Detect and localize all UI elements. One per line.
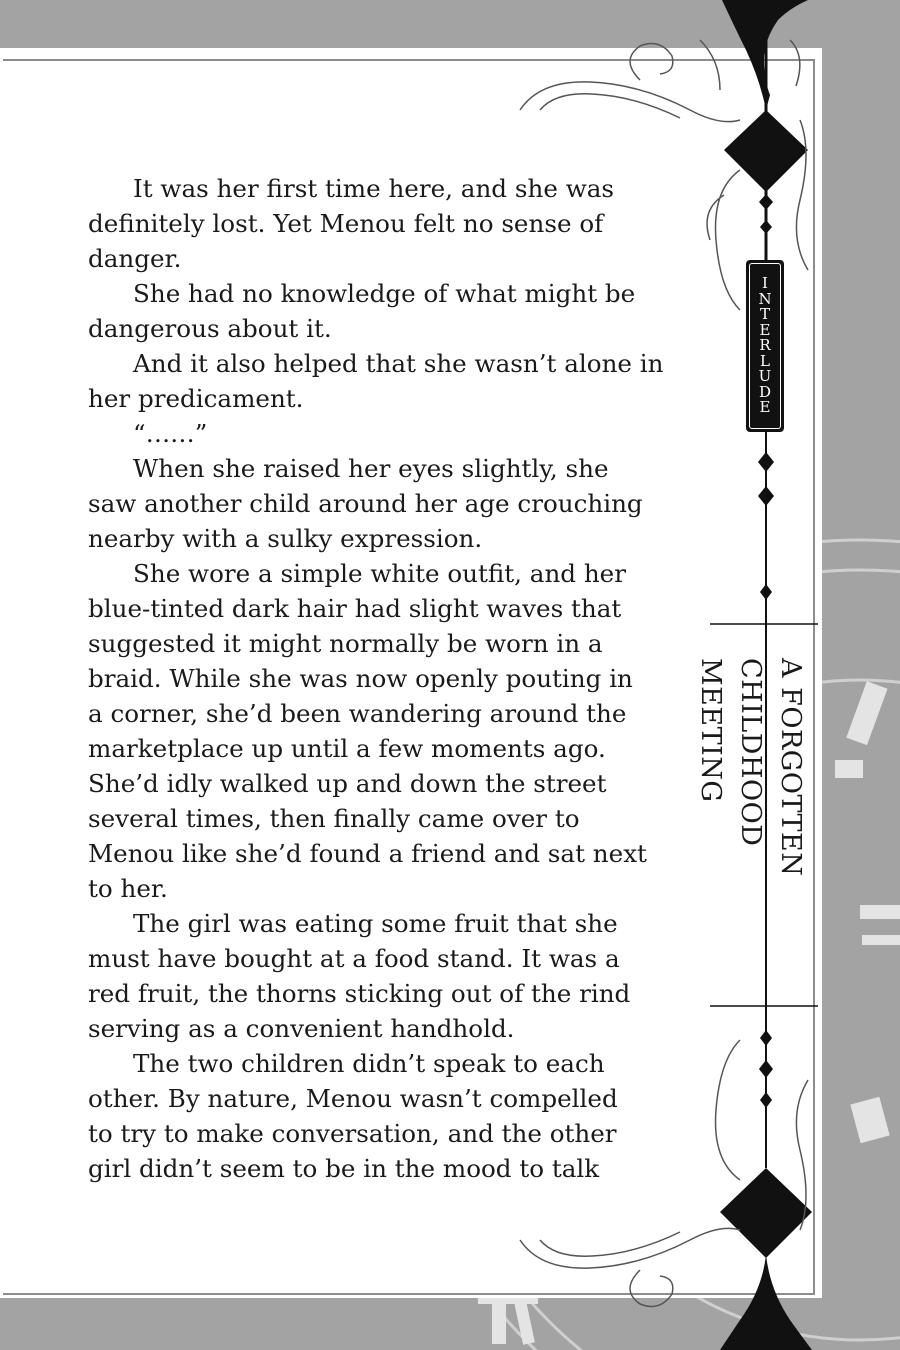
- text-line: Menou like she’d found a friend and sat next: [88, 839, 647, 868]
- text-line: When she raised her eyes slightly, she: [133, 454, 609, 483]
- text-line: nearby with a sulky expression.: [88, 524, 483, 553]
- text-line: must have bought at a food stand. It was a: [88, 944, 620, 973]
- text-line: girl didn’t seem to be in the mood to talk: [88, 1154, 600, 1183]
- text-line: The girl was eating some fruit that she: [133, 909, 618, 938]
- text-line: red fruit, the thorns sticking out of the rind: [88, 979, 631, 1008]
- text-line: danger.: [88, 244, 182, 273]
- interlude-label: INTERLUDE: [758, 274, 772, 417]
- text-line: to her.: [88, 874, 168, 903]
- text-line: marketplace up until a few moments ago.: [88, 734, 606, 763]
- text-line: serving as a convenient handhold.: [88, 1014, 515, 1043]
- text-line: She had no knowledge of what might be: [133, 279, 636, 308]
- text-line: suggested it might normally be worn in a: [88, 629, 603, 658]
- chapter-title-line-1: A FORGOTTEN: [775, 658, 806, 877]
- text-line: braid. While she was now openly pouting in: [88, 664, 633, 693]
- text-line: definitely lost. Yet Menou felt no sense of: [88, 209, 604, 238]
- text-line: “……”: [133, 419, 208, 448]
- text-line: And it also helped that she wasn’t alone in: [133, 349, 664, 378]
- text-line: She wore a simple white outfit, and her: [133, 559, 626, 588]
- text-line: It was her first time here, and she was: [133, 174, 615, 203]
- text-line: to try to make conversation, and the other: [88, 1119, 617, 1148]
- text-line: dangerous about it.: [88, 314, 332, 343]
- interlude-tab: [746, 260, 784, 432]
- text-line: She’d idly walked up and down the street: [88, 769, 607, 798]
- text-line: a corner, she’d been wandering around the: [88, 699, 627, 728]
- text-line: The two children didn’t speak to each: [133, 1049, 605, 1078]
- chapter-title: [695, 658, 810, 988]
- text-line: blue-tinted dark hair had slight waves that: [88, 594, 622, 623]
- text-line: several times, then finally came over to: [88, 804, 580, 833]
- text-line: other. By nature, Menou wasn’t compelled: [88, 1084, 618, 1113]
- text-line: saw another child around her age crouching: [88, 489, 643, 518]
- body-text: [88, 171, 718, 1186]
- text-line: her predicament.: [88, 384, 304, 413]
- chapter-title-line-2: CHILDHOOD MEETING: [695, 658, 766, 847]
